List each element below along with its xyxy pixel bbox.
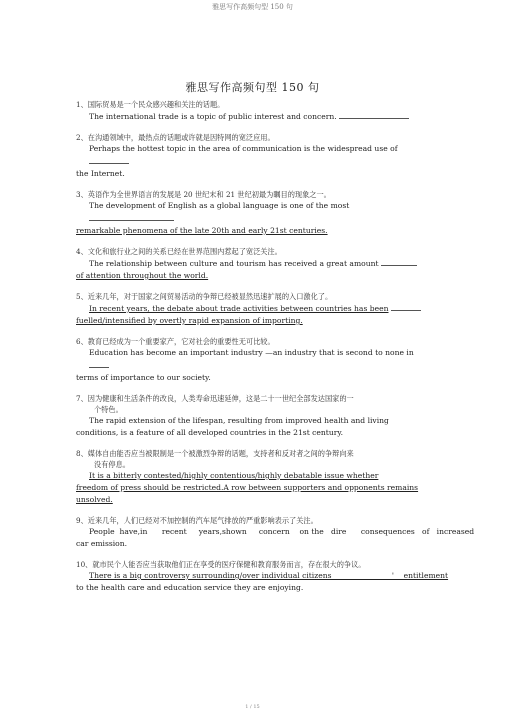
english-sentence: People have,in recent years,shown concern on the dire consequences of increased bbox=[89, 527, 475, 536]
english-sentence-cont: terms of importance to our society. bbox=[76, 373, 211, 382]
list-item bbox=[76, 189, 432, 237]
underline-blank bbox=[89, 212, 174, 221]
english-sentence: The international trade is a topic of public interest and concern. bbox=[76, 110, 432, 123]
underline-blank bbox=[391, 302, 421, 311]
page-number: 1 / 15 bbox=[245, 704, 260, 710]
english-sentence-cont: fuelled/intensified by overtly rapid expansion of importing. bbox=[76, 316, 303, 325]
english-sentence-cont: the Internet. bbox=[76, 169, 125, 178]
chinese-sentence: 2、在沟通领域中，最热点的话题或许就是因特网的宽泛应用。 bbox=[76, 133, 275, 142]
chinese-sentence-cont: 没有停息。 bbox=[94, 460, 130, 469]
chinese-sentence: 4、文化和旅行业之间的关系已经在世界范围内惹起了宽泛关注。 bbox=[76, 247, 282, 256]
chinese-sentence: 8、媒体自由能否应当被限制是一个被激烈争辩的话题，支持者和反对者之间的争辩向来 bbox=[76, 449, 354, 458]
list-item bbox=[76, 448, 432, 506]
chinese-sentence-cont: 个特色。 bbox=[94, 405, 123, 414]
list-item bbox=[76, 393, 432, 439]
english-sentence: Education has become an important industry —an industry that is second to none in bbox=[76, 347, 432, 372]
english-sentence-cont: of attention throughout the world. bbox=[76, 271, 209, 280]
chinese-sentence: 9、近来几年，人们已经对不加控制的汽车尾气排放的严重影响表示了关注。 bbox=[76, 516, 318, 525]
english-sentence: The relationship between culture and tourism has received a great amount bbox=[76, 257, 432, 270]
sentence-list bbox=[76, 99, 475, 603]
list-item bbox=[76, 336, 432, 384]
underline-blank bbox=[381, 257, 417, 266]
list-item bbox=[76, 291, 432, 327]
chinese-sentence: 7、因为健康和生活条件的改良，人类寿命迅速延伸，这是二十一世纪全部发达国家的一 bbox=[76, 394, 354, 403]
english-sentence: It is a bitterly contested/highly contentious/highly debatable issue whether bbox=[89, 471, 379, 480]
underline-blank bbox=[89, 359, 109, 368]
english-sentence: There is a big controversy surrounding/over individual citizens ' entitlement bbox=[89, 571, 449, 580]
english-sentence-cont: remarkable phenomena of the late 20th and early 21st centuries. bbox=[76, 226, 328, 235]
page-title: 雅思写作高频句型 150 句 bbox=[185, 81, 320, 94]
underline-blank bbox=[339, 110, 409, 119]
english-sentence: Perhaps the hottest topic in the area of communication is the widespread use of bbox=[76, 143, 432, 168]
english-sentence: In recent years, the debate about trade activities between countries has been bbox=[76, 302, 432, 315]
english-sentence: The development of English as a global language is one of the most bbox=[76, 200, 432, 225]
english-sentence: The rapid extension of the lifespan, resulting from improved health and living bbox=[89, 416, 389, 425]
english-sentence-cont: unsolved. bbox=[76, 495, 113, 504]
chinese-sentence: 10、就市民个人能否应当获取他们正在享受的医疗保健和教育服务而言，存在很大的争议。 bbox=[76, 560, 366, 569]
english-sentence-cont: conditions, is a feature of all developed countries in the 21st century. bbox=[76, 428, 344, 437]
chinese-sentence: 6、教育已经成为一个重要家产，它对社会的重要性无可比较。 bbox=[76, 337, 275, 346]
list-item bbox=[76, 99, 432, 123]
english-sentence-cont: freedom of press should be restricted.A row between supporters and opponents remains bbox=[76, 483, 419, 492]
list-item bbox=[76, 559, 449, 594]
chinese-sentence: 1、国际贸易是一个民众感兴趣和关注的话题。 bbox=[76, 100, 225, 109]
list-item bbox=[76, 515, 475, 550]
chinese-sentence: 3、英语作为全世界语言的发展是 20 世纪末和 21 世纪初最为瞩目的现象之一。 bbox=[76, 190, 331, 199]
list-item bbox=[76, 132, 432, 180]
english-sentence-cont: to the health care and education service they are enjoying. bbox=[76, 583, 304, 592]
underline-blank bbox=[89, 155, 129, 164]
chinese-sentence: 5、近来几年，对于国家之间贸易活动的争辩已经被显然迅速扩展的入口激化了。 bbox=[76, 292, 333, 301]
page-header: 雅思写作高频句型 150 句 bbox=[212, 3, 293, 11]
english-sentence-cont: car emission. bbox=[76, 539, 128, 548]
list-item bbox=[76, 246, 432, 282]
